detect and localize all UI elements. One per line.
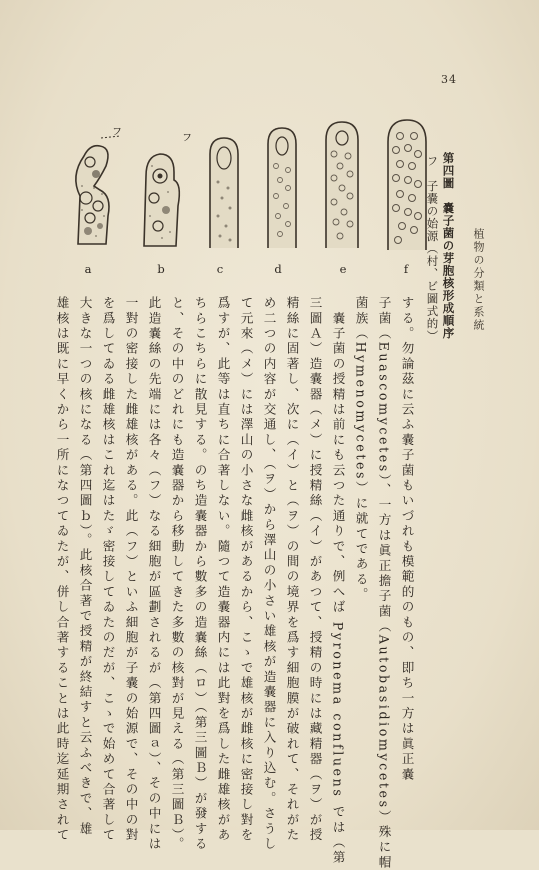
pointer-mark-a: フ <box>112 127 122 138</box>
text-column: 大きな一つの核になる（第四圖ｂ）。此核合著で授精が終結すと云ふべきで、雄 <box>77 296 93 837</box>
figure-illustration <box>60 118 440 253</box>
pointer-mark-b: フ <box>182 133 192 144</box>
cell-stage-a <box>60 126 120 246</box>
text-column: 雄核は既に早くから一所になつてゐたが、併し合著することは此時迄延期されて <box>54 296 70 844</box>
cell-stage-e <box>318 120 366 250</box>
page-number: 34 <box>441 73 457 86</box>
figure-label-f: f <box>403 262 409 276</box>
text-column: め二つの内容が交通し、（ヲ）から澤山の小さい雄核が造嚢器に入り込む。さうし <box>261 296 277 853</box>
pointer-arrow-icon <box>100 127 124 144</box>
figure-label-a: a <box>84 262 92 276</box>
text-column: を爲してゐる雌雄核はこれ迄はたゞ密接してゐたのだが、こゝで始めて合著して <box>100 296 116 844</box>
text-column: と、その中のどれにも造嚢器から移動してきた多數の核對が見える（第三圖Ｂ）。 <box>169 296 185 853</box>
text-column: 嚢子菌の授精は前にも云つた通りで、例へば Pyronema confluens では（第 <box>330 296 346 866</box>
figure-label-e: e <box>339 262 347 276</box>
cell-stage-b <box>130 136 186 248</box>
text-column: する。勿論茲に云ふ嚢子菌もいづれも模範的のもの、即ち一方は眞正嚢 <box>399 296 415 783</box>
text-column: ちらこちらに散見する。のち造嚢器から數多の造嚢絲（ロ）（第三圖Ｂ）が發する <box>192 296 208 853</box>
text-column: て元來（メ）には澤山の小さな雌核があるから、こゝで雄核が雌核に密接し對を <box>238 296 254 844</box>
text-column: 精絲に固著し、次に（イ）と（ヲ）の間の境界を爲す細胞膜が破れて、それがた <box>284 296 300 844</box>
cell-stage-d <box>260 124 304 250</box>
figure-label-c: c <box>216 262 224 276</box>
text-column: 子菌（Euascomycetes）、一方は眞正擔子菌（Autobasidiomycetes）殊に帽 <box>376 296 392 870</box>
figure-label-b: b <box>157 262 165 276</box>
figure-label-d: d <box>274 262 282 276</box>
text-column: 三圖Ａ）造嚢器（メ）に授精絲（イ）があつて、授精の時には藏精器（ヲ）が授 <box>307 296 323 844</box>
text-column: 此造嚢絲の先端には各々（フ）なる細胞が區劃されるが（第四圖ａ）、その中には <box>146 296 162 853</box>
cell-stage-c <box>202 132 246 250</box>
cell-stage-f <box>380 118 434 252</box>
text-column: 菌族（Hymenomycetes）に就てである。 <box>353 296 369 603</box>
figure-caption-subtitle: フ 子嚢の始源（村、ビ圖式的） <box>425 155 440 343</box>
text-column: 爲すが、此等は直ちに合著しない。隨つて造嚢器内には此對を爲した雌雄核があ <box>215 296 231 844</box>
running-head: 植物の分類と系統 <box>472 228 485 332</box>
figure-caption-title: 第四圖 嚢子菌の芽胞核形成順序 <box>441 152 456 340</box>
text-column: 一對の密接した雌雄核がある。此（フ）といふ細胞が子嚢の始源で、その中の對 <box>123 296 139 844</box>
